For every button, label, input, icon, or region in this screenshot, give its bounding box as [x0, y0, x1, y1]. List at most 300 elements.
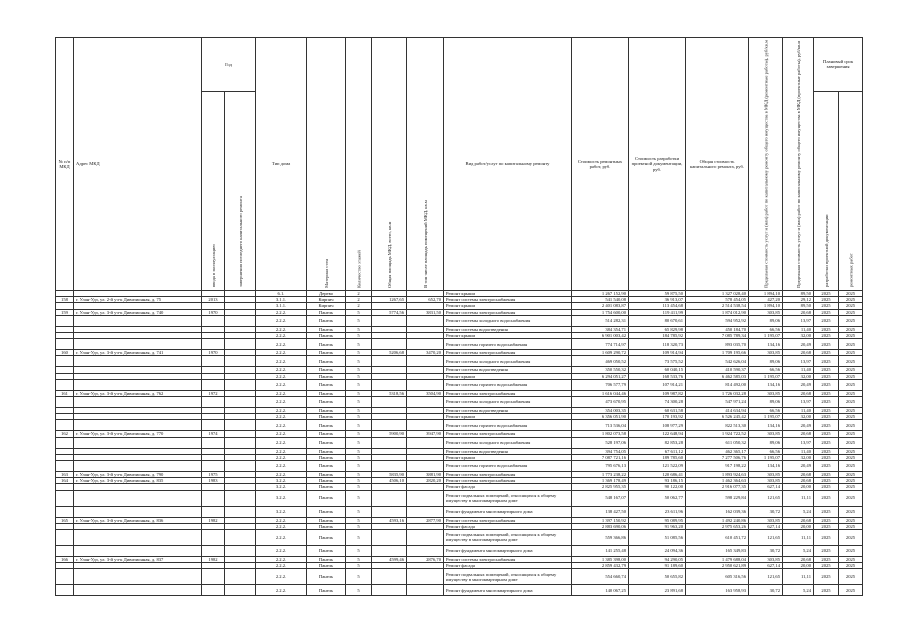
cell-unit-cost-work: 303,85 — [749, 471, 783, 477]
cell-unit-cost-design: 13,97 — [783, 356, 814, 367]
cell-term-repair: 2025 — [839, 490, 863, 506]
cell-term-design: 2025 — [814, 356, 839, 367]
cell-num: 161 — [56, 390, 74, 396]
repair-table — [55, 37, 863, 596]
cell-term-design: 2025 — [814, 350, 839, 356]
cell-work-type: Ремонт системы горячего водоснабжения — [444, 460, 572, 471]
cell-living-area — [407, 545, 444, 556]
header-max-unit-cost-design: Предельная стоимость услуг и (или) работ по капитальному ремонту общего имущества в МКД (проектные работы), руб/кв.м — [783, 38, 814, 291]
cell-wall-material: Панель — [307, 563, 346, 569]
cell-repair-cost: 548 167,07 — [572, 490, 629, 506]
cell-unit-cost-work: 66,56 — [749, 448, 783, 454]
cell-floors: 5 — [346, 517, 372, 523]
cell-term-design: 2025 — [814, 563, 839, 569]
cell-term-design: 2025 — [814, 297, 839, 303]
cell-floors: 5 — [346, 490, 372, 506]
cell-wall-material: Панель — [307, 309, 346, 315]
cell-year-last-repair — [225, 569, 256, 585]
cell-total-area — [372, 490, 407, 506]
cell-total-cost: 7 085 789,34 — [686, 332, 749, 338]
cell-wall-material: Панель — [307, 484, 346, 490]
cell-unit-cost-work: 627,14 — [749, 563, 783, 569]
cell-design-cost: 50 655,82 — [629, 569, 686, 585]
cell-work-type: Ремонт системы электроснабжения — [444, 350, 572, 356]
cell-wall-material: Дерево — [307, 290, 346, 296]
header-house-type: Тип дома — [256, 38, 307, 291]
cell-work-type: Ремонт крыши — [444, 332, 572, 338]
cell-address — [74, 506, 202, 517]
cell-term-design: 2025 — [814, 478, 839, 484]
header-year-group: Год — [202, 38, 256, 92]
cell-work-type: Ремонт системы холодного водоснабжения — [444, 396, 572, 407]
cell-address — [74, 490, 202, 506]
cell-address — [74, 585, 202, 596]
cell-work-type: Ремонт фундамента многоквартирного дома — [444, 545, 572, 556]
cell-living-area: 652,70 — [407, 297, 444, 303]
cell-year-commission — [202, 569, 225, 585]
cell-unit-cost-design: 89,50 — [783, 303, 814, 309]
cell-total-cost: 1 893 924,63 — [686, 471, 749, 477]
cell-wall-material: Панель — [307, 396, 346, 407]
cell-work-type: Ремонт системы электроснабжения — [444, 471, 572, 477]
cell-term-repair: 2025 — [839, 367, 863, 373]
cell-repair-cost: 559 366,86 — [572, 529, 629, 545]
cell-total-area — [372, 356, 407, 367]
cell-wall-material: Панель — [307, 379, 346, 390]
cell-term-repair: 2025 — [839, 290, 863, 296]
header-living-area: В том числе площадь помещений МКД, кв.м — [407, 38, 444, 291]
cell-total-cost: 2 916 077,35 — [686, 484, 749, 490]
cell-unit-cost-design: 5,24 — [783, 545, 814, 556]
cell-num: 160 — [56, 350, 74, 356]
header-total-area: Общая площадь МКД, всего, кв.м — [372, 38, 407, 291]
cell-wall-material: Панель — [307, 506, 346, 517]
cell-work-type: Ремонт подвальных помещений, относящихся к общему имуществу в многоквартирном доме — [444, 569, 572, 585]
table-row — [56, 437, 863, 448]
cell-year-commission — [202, 396, 225, 407]
cell-total-area — [372, 339, 407, 350]
cell-design-cost: 108 977,29 — [629, 420, 686, 431]
cell-term-repair: 2025 — [839, 484, 863, 490]
cell-total-area — [372, 529, 407, 545]
cell-repair-cost: 469 050,52 — [572, 356, 629, 367]
table-row — [56, 315, 863, 326]
cell-total-area — [372, 396, 407, 407]
cell-living-area — [407, 356, 444, 367]
cell-term-repair: 2025 — [839, 585, 863, 596]
header-year-last-repair: завершения последнего капитального ремонта — [225, 91, 256, 290]
cell-house-type: 2.2.2. — [256, 414, 307, 420]
cell-design-cost: 82 853,28 — [629, 437, 686, 448]
cell-house-type: 2.2.2. — [256, 523, 307, 529]
cell-wall-material: Панель — [307, 523, 346, 529]
cell-total-area — [372, 460, 407, 471]
cell-term-repair: 2025 — [839, 414, 863, 420]
cell-design-cost: 107 914,21 — [629, 379, 686, 390]
cell-work-type: Ремонт системы электроснабжения — [444, 431, 572, 437]
cell-floors: 5 — [346, 585, 372, 596]
cell-total-area: 5900,90 — [372, 431, 407, 437]
cell-wall-material: Панель — [307, 545, 346, 556]
table-row — [56, 356, 863, 367]
cell-floors: 5 — [346, 569, 372, 585]
cell-wall-material: Панель — [307, 471, 346, 477]
cell-year-commission — [202, 420, 225, 431]
cell-year-commission: 1970 — [202, 309, 225, 315]
cell-total-cost: 7 277 506,76 — [686, 454, 749, 460]
cell-house-type: 2.2.2. — [256, 460, 307, 471]
cell-work-type: Ремонт фундамента многоквартирного дома — [444, 585, 572, 596]
cell-unit-cost-design: 20,49 — [783, 339, 814, 350]
cell-term-repair: 2025 — [839, 379, 863, 390]
cell-floors: 5 — [346, 367, 372, 373]
cell-total-area — [372, 545, 407, 556]
cell-work-type: Ремонт системы водоотведения — [444, 326, 572, 332]
cell-floors: 5 — [346, 420, 372, 431]
cell-repair-cost: 394 754,05 — [572, 448, 629, 454]
cell-year-last-repair — [225, 437, 256, 448]
cell-wall-material: Панель — [307, 326, 346, 332]
cell-year-last-repair — [225, 545, 256, 556]
cell-wall-material: Панель — [307, 431, 346, 437]
cell-address — [74, 437, 202, 448]
cell-unit-cost-work: 121,65 — [749, 490, 783, 506]
cell-term-design: 2025 — [814, 373, 839, 379]
cell-work-type: Ремонт подвальных помещений, относящихся к общему имуществу в многоквартирном доме — [444, 529, 572, 545]
cell-term-design: 2025 — [814, 367, 839, 373]
table-body — [56, 290, 863, 595]
cell-house-type: 2.2.2. — [256, 390, 307, 396]
cell-house-type: 2.2.2. — [256, 339, 307, 350]
cell-house-type: 2.2.2. — [256, 569, 307, 585]
cell-repair-cost: 384 354,71 — [572, 326, 629, 332]
cell-living-area — [407, 315, 444, 326]
cell-house-type: 2.2.2. — [256, 420, 307, 431]
cell-design-cost: 170 193,92 — [629, 414, 686, 420]
cell-total-cost: 578 454,05 — [686, 297, 749, 303]
cell-term-design: 2025 — [814, 523, 839, 529]
cell-wall-material: Панель — [307, 448, 346, 454]
cell-living-area — [407, 529, 444, 545]
cell-repair-cost: 138 427,50 — [572, 506, 629, 517]
cell-year-commission: 1982 — [202, 517, 225, 523]
cell-wall-material: Панель — [307, 390, 346, 396]
cell-total-cost: 611 050,32 — [686, 437, 749, 448]
cell-total-cost: 462 365,17 — [686, 448, 749, 454]
cell-repair-cost: 795 676,13 — [572, 460, 629, 471]
header-repair-cost: Стоимость ремонтных работ, руб. — [572, 38, 629, 291]
cell-work-type: Ремонт системы электроснабжения — [444, 517, 572, 523]
cell-address: г. Улан-Удэ, ул. 3-й уч-к Дивизионная, д. 790 — [74, 471, 202, 477]
cell-floors: 5 — [346, 396, 372, 407]
cell-living-area: 2820,20 — [407, 478, 444, 484]
cell-repair-cost: 1 773 238,22 — [572, 471, 629, 477]
cell-num — [56, 437, 74, 448]
cell-year-last-repair — [225, 420, 256, 431]
cell-unit-cost-work: 1 894,10 — [749, 303, 783, 309]
cell-term-repair: 2025 — [839, 407, 863, 413]
cell-address: г. Улан-Удэ, ул. 3-й уч-к Дивизионная, д. 740 — [74, 309, 202, 315]
cell-wall-material: Панель — [307, 529, 346, 545]
cell-num — [56, 506, 74, 517]
cell-term-repair: 2025 — [839, 448, 863, 454]
cell-term-repair: 2025 — [839, 478, 863, 484]
cell-num: 162 — [56, 431, 74, 437]
cell-house-type: 2.2.2. — [256, 448, 307, 454]
cell-year-commission — [202, 585, 225, 596]
cell-address: г. Улан-Удэ, ул. 3-й уч-к Дивизионная, д. 741 — [74, 350, 202, 356]
cell-work-type: Ремонт крыши — [444, 414, 572, 420]
cell-house-type: 2.2.2. — [256, 471, 307, 477]
cell-year-commission — [202, 506, 225, 517]
cell-unit-cost-design: 5,24 — [783, 585, 814, 596]
cell-term-design: 2025 — [814, 556, 839, 562]
cell-unit-cost-work: 1 195,07 — [749, 373, 783, 379]
cell-design-cost: 109 914,94 — [629, 350, 686, 356]
cell-num: 163 — [56, 471, 74, 477]
cell-house-type: 2.2.2. — [256, 367, 307, 373]
cell-term-design: 2025 — [814, 545, 839, 556]
cell-year-last-repair — [225, 356, 256, 367]
cell-floors: 2 — [346, 290, 372, 296]
cell-wall-material: Панель — [307, 367, 346, 373]
table-row — [56, 396, 863, 407]
cell-unit-cost-work: 66,56 — [749, 367, 783, 373]
cell-floors: 5 — [346, 390, 372, 396]
cell-floors: 5 — [346, 448, 372, 454]
cell-unit-cost-work: 30,72 — [749, 545, 783, 556]
cell-term-repair: 2025 — [839, 326, 863, 332]
cell-term-repair: 2025 — [839, 332, 863, 338]
cell-house-type: 2.2.2. — [256, 326, 307, 332]
cell-work-type: Ремонт системы холодного водоснабжения — [444, 356, 572, 367]
cell-unit-cost-work: 134,16 — [749, 339, 783, 350]
cell-year-commission — [202, 315, 225, 326]
cell-year-commission: 1982 — [202, 556, 225, 562]
cell-wall-material: Панель — [307, 460, 346, 471]
header-wall-material: Материал стен — [307, 38, 346, 291]
cell-design-cost: 189 785,60 — [629, 454, 686, 460]
cell-repair-cost: 2 883 690,06 — [572, 523, 629, 529]
cell-unit-cost-design: 20,49 — [783, 420, 814, 431]
cell-unit-cost-design: 11,11 — [783, 569, 814, 585]
cell-num — [56, 585, 74, 596]
cell-design-cost: 91 189,60 — [629, 563, 686, 569]
cell-house-type: 3.2.2. — [256, 506, 307, 517]
cell-work-type: Ремонт системы водоотведения — [444, 407, 572, 413]
cell-num — [56, 315, 74, 326]
cell-term-repair: 2025 — [839, 309, 863, 315]
cell-total-cost: 1 479 688,04 — [686, 556, 749, 562]
cell-repair-cost: 7 087 721,16 — [572, 454, 629, 460]
cell-wall-material: Панель — [307, 490, 346, 506]
cell-living-area: 3881,90 — [407, 471, 444, 477]
cell-term-design: 2025 — [814, 437, 839, 448]
cell-wall-material: Панель — [307, 356, 346, 367]
cell-design-cost: 65 829,98 — [629, 326, 686, 332]
table-row — [56, 339, 863, 350]
table-row — [56, 490, 863, 506]
cell-unit-cost-work: 303,85 — [749, 350, 783, 356]
cell-term-design: 2025 — [814, 484, 839, 490]
cell-design-cost: 109 987,82 — [629, 390, 686, 396]
cell-floors: 5 — [346, 523, 372, 529]
cell-living-area — [407, 460, 444, 471]
cell-repair-cost: 141 255,48 — [572, 545, 629, 556]
cell-unit-cost-work: 134,16 — [749, 420, 783, 431]
table-row — [56, 379, 863, 390]
cell-house-type: 2.2.2. — [256, 585, 307, 596]
cell-house-type: 2.2.2. — [256, 309, 307, 315]
cell-wall-material: Кирпич — [307, 303, 346, 309]
cell-work-type: Ремонт системы горячего водоснабжения — [444, 420, 572, 431]
cell-year-last-repair — [225, 379, 256, 390]
cell-total-cost: 163 958,93 — [686, 585, 749, 596]
cell-unit-cost-work: 627,14 — [749, 523, 783, 529]
cell-term-repair: 2025 — [839, 517, 863, 523]
cell-term-design: 2025 — [814, 420, 839, 431]
cell-living-area — [407, 569, 444, 585]
cell-house-type: 3.2.2. — [256, 484, 307, 490]
cell-wall-material: Панель — [307, 569, 346, 585]
cell-address — [74, 529, 202, 545]
cell-unit-cost-design: 5,24 — [783, 506, 814, 517]
cell-floors: 2 — [346, 303, 372, 309]
cell-repair-cost: 2 859 432,79 — [572, 563, 629, 569]
cell-year-last-repair — [225, 506, 256, 517]
cell-repair-cost: 1 385 398,00 — [572, 556, 629, 562]
cell-unit-cost-design: 20,49 — [783, 379, 814, 390]
cell-term-design: 2025 — [814, 569, 839, 585]
table-row — [56, 506, 863, 517]
cell-total-area — [372, 437, 407, 448]
cell-num: 158 — [56, 297, 74, 303]
cell-living-area — [407, 585, 444, 596]
cell-total-area: 5318,56 — [372, 390, 407, 396]
cell-total-cost: 1 709 195,66 — [686, 350, 749, 356]
cell-total-cost: 450 184,70 — [686, 326, 749, 332]
cell-address: г. Улан-Удэ, ул. 3-й уч-к Дивизионная, д. 836 — [74, 517, 202, 523]
cell-unit-cost-design: 20,68 — [783, 431, 814, 437]
cell-design-cost: 91 963,20 — [629, 523, 686, 529]
cell-num — [56, 339, 74, 350]
cell-unit-cost-work: 303,85 — [749, 478, 783, 484]
cell-num: 164 — [56, 478, 74, 484]
cell-living-area — [407, 339, 444, 350]
cell-wall-material: Кирпич — [307, 297, 346, 303]
cell-floors: 5 — [346, 332, 372, 338]
cell-wall-material: Панель — [307, 478, 346, 484]
cell-work-type: Ремонт системы холодного водоснабжения — [444, 315, 572, 326]
cell-repair-cost: 554 660,74 — [572, 569, 629, 585]
cell-work-type: Ремонт крыши — [444, 290, 572, 296]
cell-living-area: 2876,70 — [407, 556, 444, 562]
cell-term-design: 2025 — [814, 414, 839, 420]
cell-term-repair: 2025 — [839, 297, 863, 303]
cell-living-area — [407, 490, 444, 506]
cell-unit-cost-design: 20,68 — [783, 390, 814, 396]
cell-total-area: 4593,16 — [372, 517, 407, 523]
cell-total-cost: 822 513,30 — [686, 420, 749, 431]
cell-living-area: 3470,20 — [407, 350, 444, 356]
cell-total-area: 4599,46 — [372, 556, 407, 562]
cell-work-type: Ремонт фасада — [444, 484, 572, 490]
cell-work-type: Ремонт фасада — [444, 523, 572, 529]
cell-floors: 5 — [346, 356, 372, 367]
cell-year-commission: 1970 — [202, 350, 225, 356]
cell-num: 166 — [56, 556, 74, 562]
cell-work-type: Ремонт системы электроснабжения — [444, 309, 572, 315]
cell-floors: 5 — [346, 414, 372, 420]
cell-work-type: Ремонт системы водоотведения — [444, 367, 572, 373]
cell-address — [74, 339, 202, 350]
cell-total-cost: 893 035,70 — [686, 339, 749, 350]
cell-wall-material: Панель — [307, 350, 346, 356]
cell-address: г. Улан-Удэ, ул. 2-й уч-к Дивизионная, д. 75 — [74, 297, 202, 303]
cell-design-cost: 120 686,41 — [629, 471, 686, 477]
cell-wall-material: Панель — [307, 414, 346, 420]
cell-wall-material: Панель — [307, 454, 346, 460]
cell-house-type: 2.2.2. — [256, 350, 307, 356]
cell-work-type: Ремонт крыши — [444, 303, 572, 309]
cell-house-type: 2.2.2. — [256, 379, 307, 390]
cell-total-cost: 2 975 653,26 — [686, 523, 749, 529]
cell-unit-cost-work: 89,06 — [749, 437, 783, 448]
cell-design-cost: 23 611,96 — [629, 506, 686, 517]
cell-term-design: 2025 — [814, 460, 839, 471]
cell-unit-cost-design: 32,00 — [783, 373, 814, 379]
cell-term-design: 2025 — [814, 379, 839, 390]
cell-design-cost: 23 891,68 — [629, 585, 686, 596]
cell-year-commission — [202, 379, 225, 390]
cell-work-type: Ремонт системы электроснабжения — [444, 390, 572, 396]
cell-design-cost: 59 875,50 — [629, 290, 686, 296]
cell-num — [56, 569, 74, 585]
cell-year-commission: 1983 — [202, 478, 225, 484]
cell-year-last-repair — [225, 585, 256, 596]
cell-term-repair: 2025 — [839, 506, 863, 517]
cell-unit-cost-work: 121,65 — [749, 569, 783, 585]
cell-term-repair: 2025 — [839, 556, 863, 562]
cell-num — [56, 356, 74, 367]
cell-house-type: 3.2.2. — [256, 478, 307, 484]
cell-total-cost: 2 514 538,54 — [686, 303, 749, 309]
cell-total-cost: 605 316,56 — [686, 569, 749, 585]
cell-living-area — [407, 506, 444, 517]
cell-design-cost: 184 785,92 — [629, 332, 686, 338]
cell-floors: 5 — [346, 431, 372, 437]
cell-unit-cost-design: 89,50 — [783, 290, 814, 296]
cell-design-cost: 51 085,56 — [629, 529, 686, 545]
cell-work-type: Ремонт системы горячего водоснабжения — [444, 379, 572, 390]
cell-wall-material: Панель — [307, 420, 346, 431]
cell-term-design: 2025 — [814, 585, 839, 596]
cell-term-design: 2025 — [814, 309, 839, 315]
cell-unit-cost-work: 1 195,07 — [749, 332, 783, 338]
cell-unit-cost-design: 20,00 — [783, 484, 814, 490]
cell-total-area — [372, 506, 407, 517]
cell-wall-material: Панель — [307, 339, 346, 350]
cell-unit-cost-design: 20,00 — [783, 563, 814, 569]
cell-year-commission: 1974 — [202, 431, 225, 437]
cell-house-type: 2.2.2. — [256, 563, 307, 569]
cell-term-design: 2025 — [814, 490, 839, 506]
cell-total-cost: 542 626,04 — [686, 356, 749, 367]
cell-year-commission — [202, 339, 225, 350]
cell-unit-cost-design: 13,97 — [783, 315, 814, 326]
cell-floors: 5 — [346, 471, 372, 477]
cell-unit-cost-design: 11,11 — [783, 529, 814, 545]
